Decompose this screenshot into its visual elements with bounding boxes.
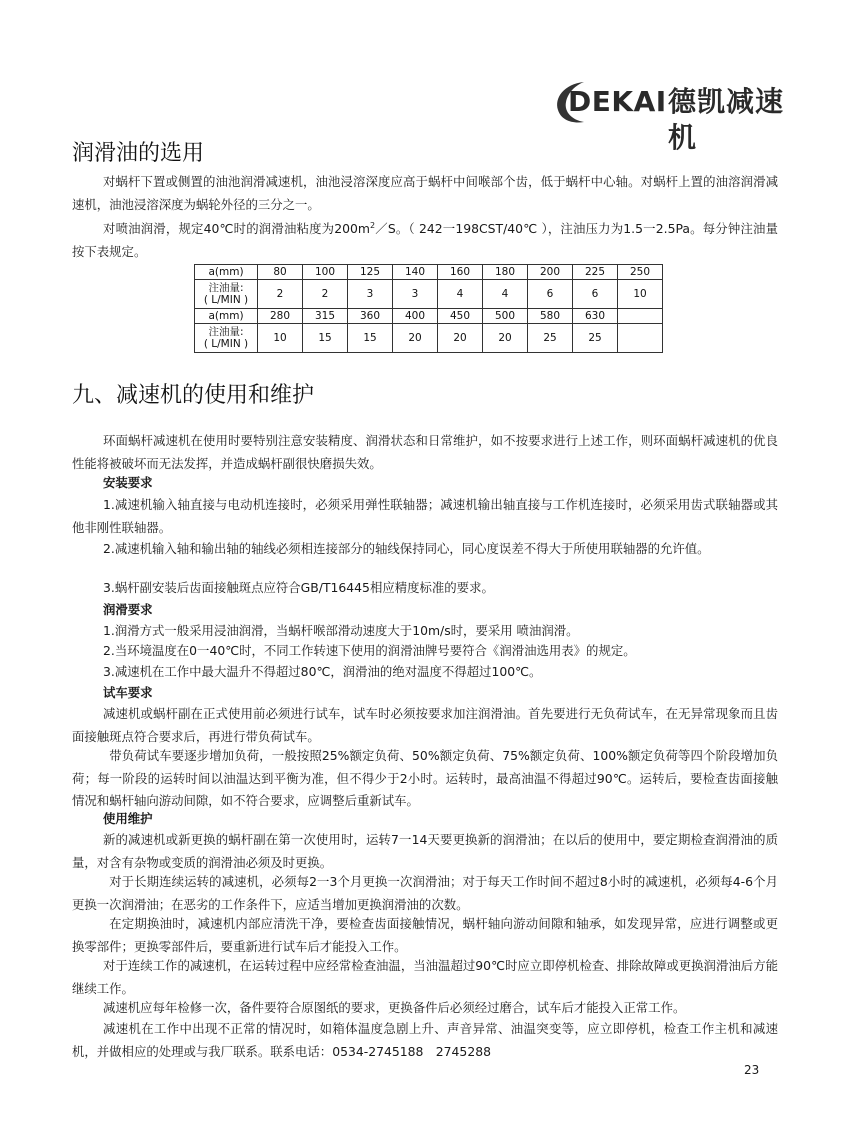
table-cell: 630 <box>573 309 618 324</box>
table-cell <box>618 309 663 324</box>
table-cell: 315 <box>303 309 348 324</box>
page-number: 23 <box>744 1063 760 1077</box>
table-cell: 250 <box>618 265 663 280</box>
paragraph-use-3: 在定期换油时，减速机内部应清洗干净，要检查齿面接触情况，蜗杆轴向游动间隙和轴承，如发现异常，应进行调整或更换零部件；更换零部件后，要重新进行试车后才能投入工作。 <box>72 916 778 954</box>
paragraph-use-2: 对于长期连续运转的减速机，必须每2一3个月更换一次润滑油；对于每天工作时间不超过8小时的减速机，必须每4-6个月更换一次润滑油；在恶劣的工作条件下，应适当增加更换润滑油的次数。 <box>72 874 778 912</box>
table-cell-label: a(mm) <box>195 309 258 324</box>
paragraph-lube-2: 2.当环境温度在0一40℃时，不同工作转速下使用的润滑油牌号要符合《润滑油选用表》的规定。 <box>103 643 636 658</box>
table-cell: 500 <box>483 309 528 324</box>
table-cell: 80 <box>258 265 303 280</box>
paragraph-oil-bath: 对蜗杆下置或侧置的油池润滑减速机，油池浸溶深度应高于蜗杆中间喉部个齿，低于蜗杆中心轴。对蜗杆上置的油溶润滑减速机，油池浸溶深度为蜗轮外径的三分之一。 <box>72 174 778 212</box>
table-cell: 580 <box>528 309 573 324</box>
oil-flow-table <box>194 264 663 353</box>
section-title-lubricant: 润滑油的选用 <box>72 141 205 166</box>
table-cell: 25 <box>573 324 618 353</box>
table-cell-label: a(mm) <box>195 265 258 280</box>
brand-logo <box>550 76 785 154</box>
table-cell: 140 <box>393 265 438 280</box>
table-cell: 450 <box>438 309 483 324</box>
table-cell: 200 <box>528 265 573 280</box>
table-cell: 225 <box>573 265 618 280</box>
table-cell: 15 <box>348 324 393 353</box>
paragraph-intro: 环面蜗杆减速机在使用时要特别注意安装精度、润滑状态和日常维护，如不按要求进行上述工作，则环面蜗杆减速机的优良性能将被破坏而无法发挥，并造成蜗杆副很快磨损失效。 <box>72 433 778 471</box>
table-cell: 2 <box>303 280 348 309</box>
paragraph-install-3: 3.蜗杆副安装后齿面接触斑点应符合GB/T16445相应精度标准的要求。 <box>103 580 494 595</box>
subheading-test: 试车要求 <box>103 685 153 700</box>
paragraph-spray-lube <box>72 215 778 263</box>
oil-label-line2: ( L/MIN ) <box>203 338 249 350</box>
paragraph-use-5: 减速机应每年检修一次，备件要符合原图纸的要求，更换备件后必须经过磨合，试车后才能投入正常工作。 <box>103 1000 686 1015</box>
table-cell <box>618 324 663 353</box>
table-cell: 100 <box>303 265 348 280</box>
table-cell: 3 <box>348 280 393 309</box>
subheading-use: 使用维护 <box>103 811 153 826</box>
subheading-lube: 润滑要求 <box>103 602 153 617</box>
table-cell: 160 <box>438 265 483 280</box>
subheading-install: 安装要求 <box>103 475 153 490</box>
table-cell: 4 <box>438 280 483 309</box>
paragraph-test-2: 带负荷试车要逐步增加负荷，一般按照25%额定负荷、50%额定负荷、75%额定负荷、100%额定负荷等四个阶段增加负荷；每一阶段的运转时间以油温达到平衡为准，但不得少于2小时。运转时，最高油温不得超过90℃。运转后，要检查齿面接触情况和蜗杆轴向游动间隙，如不符合要求，应调整后重新试车。 <box>72 748 778 808</box>
table-cell: 20 <box>483 324 528 353</box>
table-cell: 6 <box>573 280 618 309</box>
paragraph-use-1: 新的减速机或新更换的蜗杆副在第一次使用时，运转7一14天要更换新的润滑油；在以后的使用中，要定期检查润滑油的质量，对含有杂物或变质的润滑油必须及时更换。 <box>72 832 778 870</box>
paragraph-test-1: 减速机或蜗杆副在正式使用前必须进行试车，试车时必须按要求加注润滑油。首先要进行无负荷试车，在无异常现象而且齿面接触斑点符合要求后，再进行带负荷试车。 <box>72 706 778 744</box>
table-cell: 20 <box>393 324 438 353</box>
table-cell: 10 <box>258 324 303 353</box>
table-cell: 15 <box>303 324 348 353</box>
spray-sup: 2 <box>369 221 376 230</box>
brand-latin: DEKAI <box>568 85 667 118</box>
oil-label-line2: ( L/MIN ) <box>203 294 249 306</box>
paragraph-lube-3: 3.减速机在工作中最大温升不得超过80℃，润滑油的绝对温度不得超过100℃。 <box>103 664 542 679</box>
table-row <box>195 309 663 324</box>
section-title-use-maintenance: 九、减速机的使用和维护 <box>72 383 315 408</box>
paragraph-install-1: 1.减速机输入轴直接与电动机连接时，必须采用弹性联轴器；减速机输出轴直接与工作机连接时，必须采用齿式联轴器或其他非刚性联轴器。 <box>72 497 778 535</box>
table-cell: 125 <box>348 265 393 280</box>
paragraph-use-6: 减速机在工作中出现不正常的情况时，如箱体温度急剧上升、声音异常、油温突变等，应立即停机，检查工作主机和减速机，并做相应的处理或与我厂联系。联系电话：0534-2745188 2745288 <box>72 1021 778 1059</box>
paragraph-lube-1: 1.润滑方式一般采用浸油润滑，当蜗杆喉部滑动速度大于10m/s时，要采用 喷油润滑。 <box>103 623 579 638</box>
paragraph-use-4: 对于连续工作的减速机，在运转过程中应经常检查油温，当油温超过90℃时应立即停机检查、排除故障或更换润滑油后方能继续工作。 <box>72 958 778 996</box>
table-cell: 6 <box>528 280 573 309</box>
spray-text-b: ／S。（ 242一198CST/40℃ ），注油压力为1.5一2.5Pa。每分钟注油量按下表规定。 <box>72 221 778 259</box>
oil-label-line1: 注油量: <box>208 282 244 294</box>
table-row <box>195 265 663 280</box>
oil-label-line1: 注油量: <box>208 326 244 338</box>
paragraph-install-2: 2.减速机输入轴和输出轴的轴线必须相连接部分的轴线保持同心，同心度误差不得大于所使用联轴器的允许值。 <box>103 541 710 556</box>
table-cell-label <box>195 324 258 353</box>
table-cell: 20 <box>438 324 483 353</box>
table-row <box>195 324 663 353</box>
table-cell: 400 <box>393 309 438 324</box>
table-cell-label <box>195 280 258 309</box>
table-cell: 3 <box>393 280 438 309</box>
table-cell: 180 <box>483 265 528 280</box>
table-cell: 2 <box>258 280 303 309</box>
table-cell: 360 <box>348 309 393 324</box>
table-cell: 280 <box>258 309 303 324</box>
table-row <box>195 280 663 309</box>
brand-chinese: 德凯减速机 <box>668 85 785 154</box>
table-cell: 25 <box>528 324 573 353</box>
table-cell: 10 <box>618 280 663 309</box>
spray-text-a: 对喷油润滑，规定40℃时的润滑油粘度为200m <box>103 221 370 237</box>
table-cell: 4 <box>483 280 528 309</box>
